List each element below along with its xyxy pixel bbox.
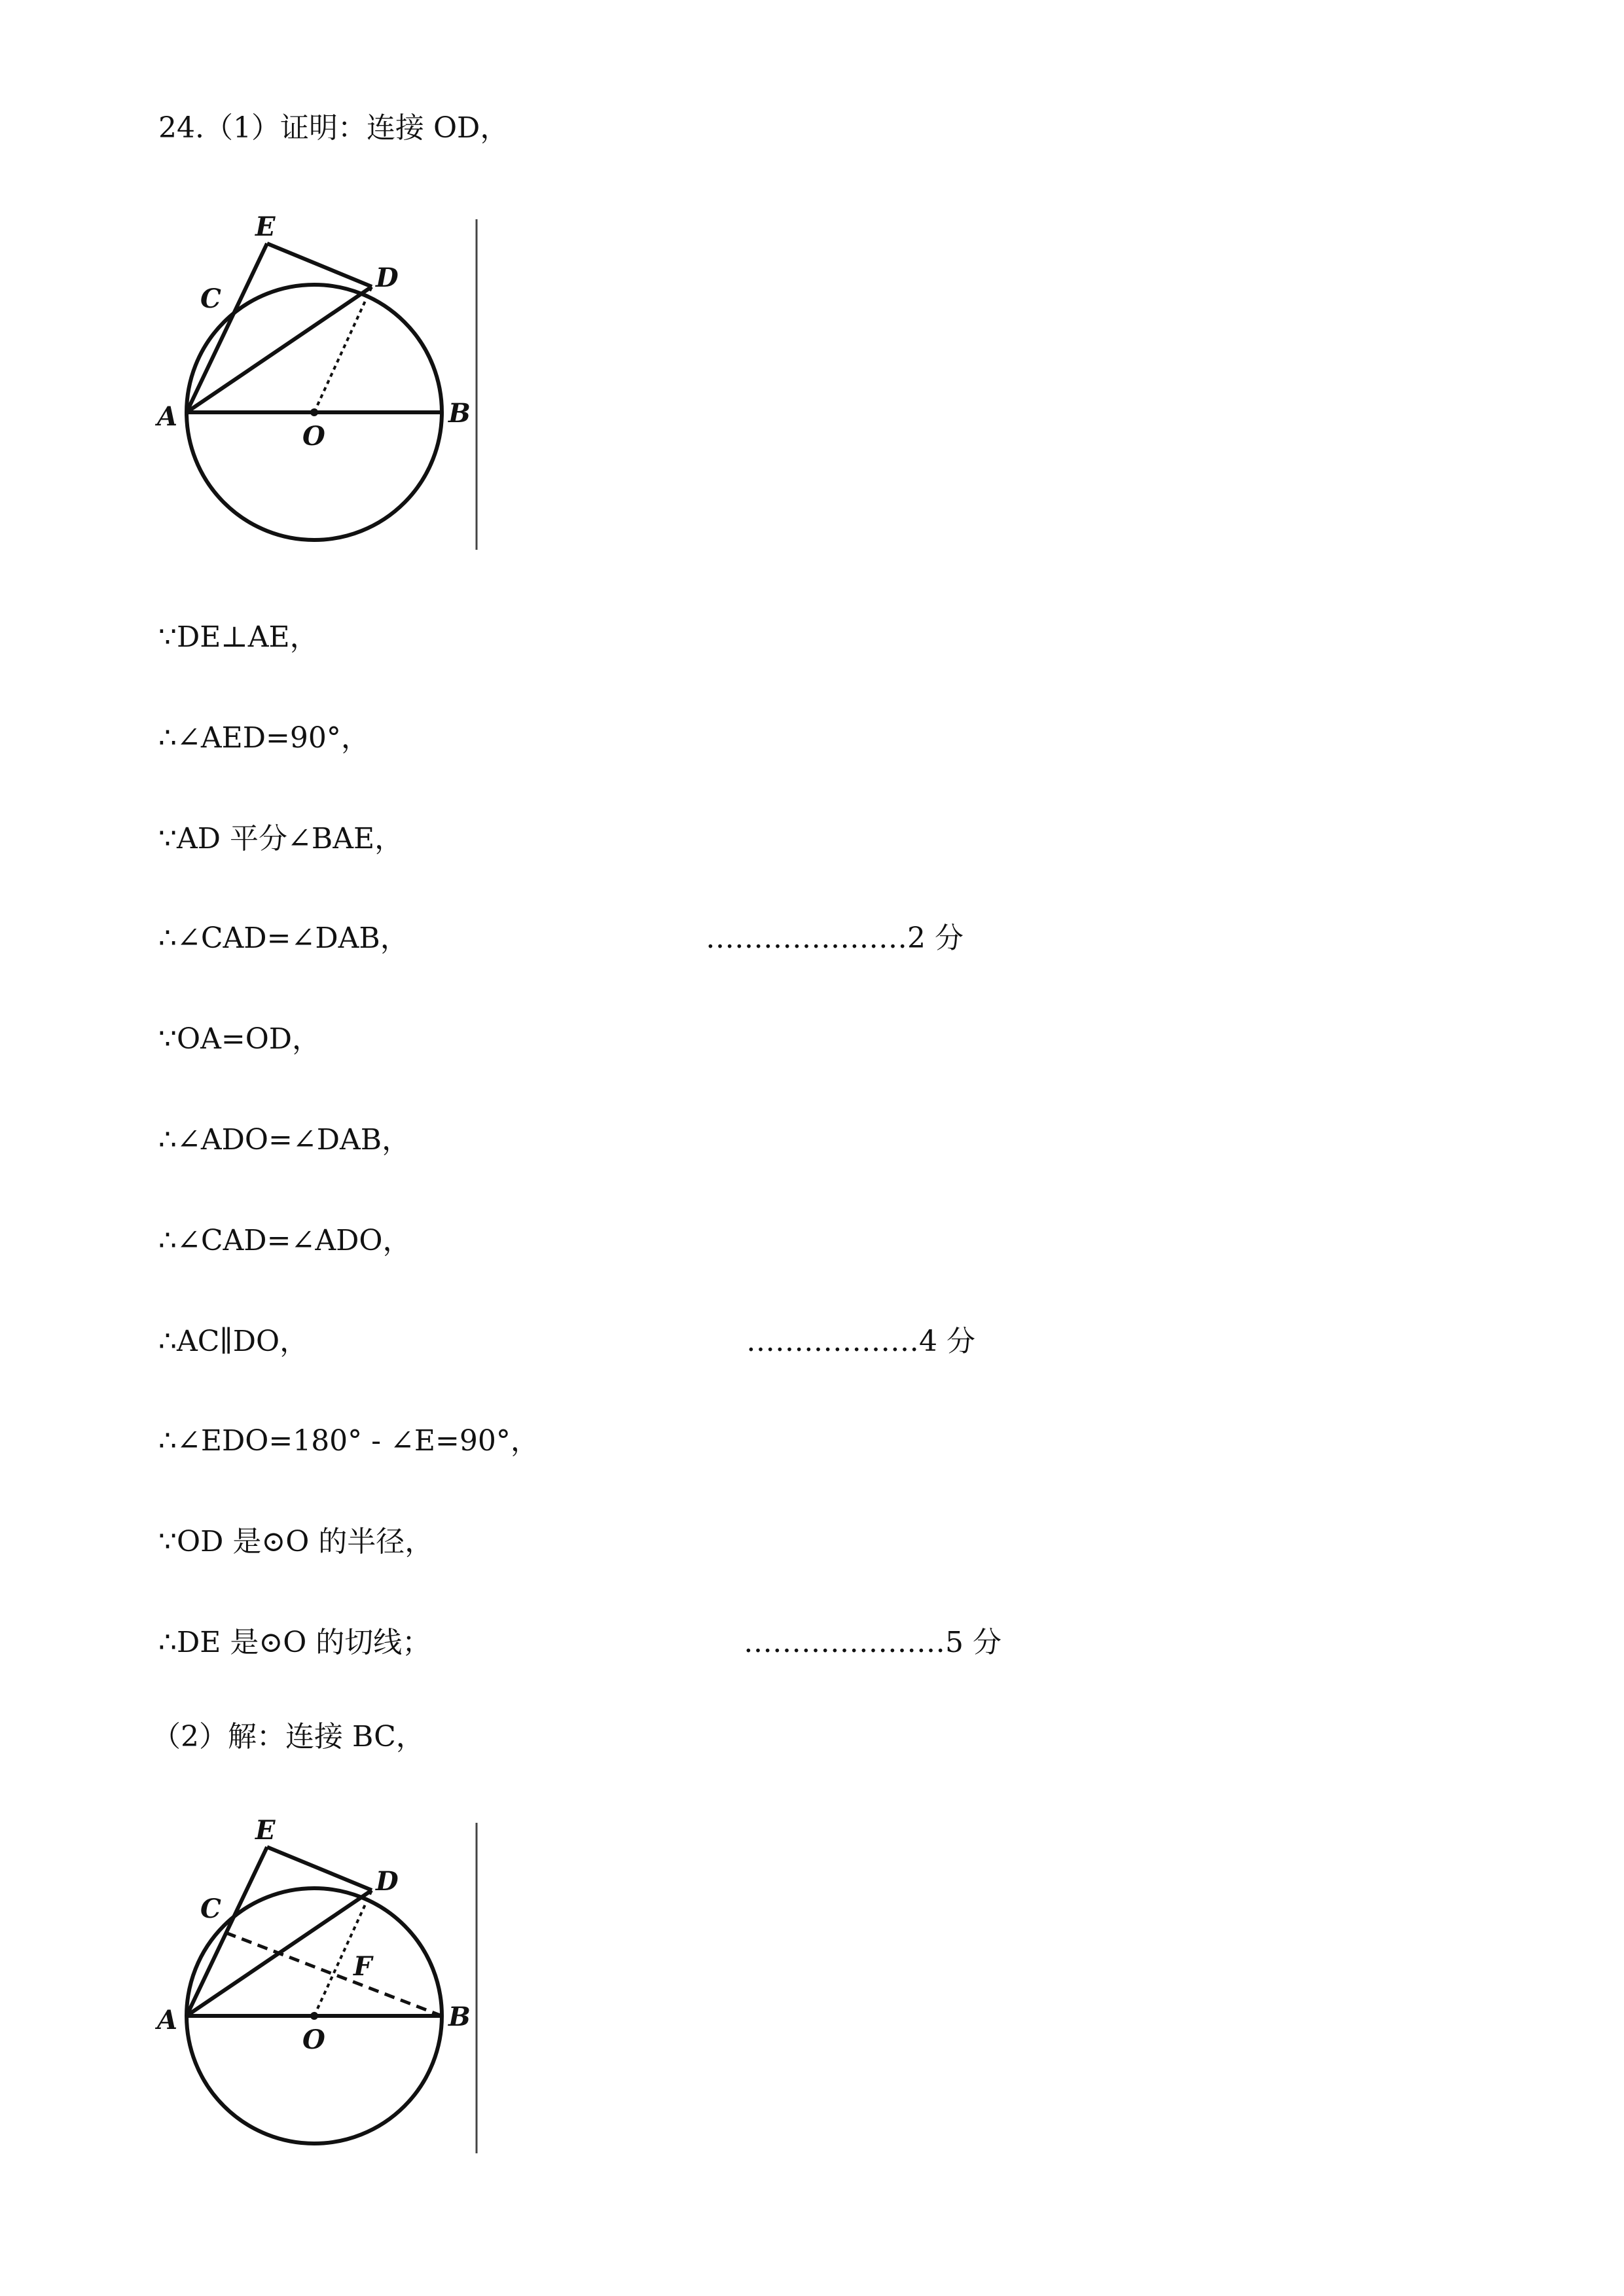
label-d: D [376,262,399,293]
step-8-score: ………………4 分 [746,1325,975,1358]
step-1-text: ∵DE⊥AE， [158,620,319,654]
label-c-2: C [200,1893,221,1924]
label-a: A [157,401,178,432]
step-10 [158,1522,433,1562]
figure-1-diagram [151,209,491,556]
step-3 [158,819,403,859]
segment-ed-2 [267,1847,372,1890]
label-e: E [255,211,276,242]
step-7 [158,1221,411,1261]
label-f: F [353,1951,372,1982]
step-8 [158,1322,308,1361]
label-d-2: D [376,1866,399,1897]
label-c: C [200,283,221,314]
step-9 [158,1422,539,1461]
label-a-2: A [157,2005,178,2036]
part2-heading: （2）解：连接 BC， [152,1720,425,1753]
step-5-text: ∵OA=OD， [158,1022,321,1056]
part1-heading [158,109,509,148]
center-o-dot [310,408,318,416]
step-10-text: ∵OD 是⊙O 的半径， [158,1525,434,1558]
step-4-text: ∴∠CAD=∠DAB， [158,922,409,955]
figure-2-diagram [151,1813,491,2160]
step-3-text: ∵AD 平分∠BAE， [158,822,404,855]
step-7-text: ∴∠CAD=∠ADO， [158,1224,412,1257]
step-5 [158,1020,321,1059]
step-8-text: ∴AC∥DO， [158,1325,309,1358]
step-11 [158,1623,431,1662]
step-11-score: …………………5 分 [744,1626,1001,1659]
label-o-2: O [302,2024,325,2055]
label-b-2: B [448,2001,471,2032]
step-6-text: ∴∠ADO=∠DAB， [158,1123,411,1157]
step-4-score: …………………2 分 [706,922,964,955]
label-b: B [448,398,471,429]
segment-ed [267,243,372,287]
center-o-dot-2 [310,2012,318,2020]
figure-2 [151,1813,491,2160]
step-9-text: ∴∠EDO=180° - ∠E=90°， [158,1424,539,1458]
part1-heading-text: （1）证明：连接 OD， [204,111,509,145]
label-e-2: E [255,1815,276,1846]
step-2-text: ∴∠AED=90°， [158,721,370,755]
figure-1 [151,209,491,556]
step-1 [158,618,319,657]
label-o: O [302,421,325,452]
question-number: 24. [158,111,204,145]
segment-bc [226,1933,442,2016]
step-6 [158,1121,410,1160]
step-2 [158,719,370,758]
step-4 [158,919,409,958]
step-11-text: ∴DE 是⊙O 的切线； [158,1626,431,1659]
